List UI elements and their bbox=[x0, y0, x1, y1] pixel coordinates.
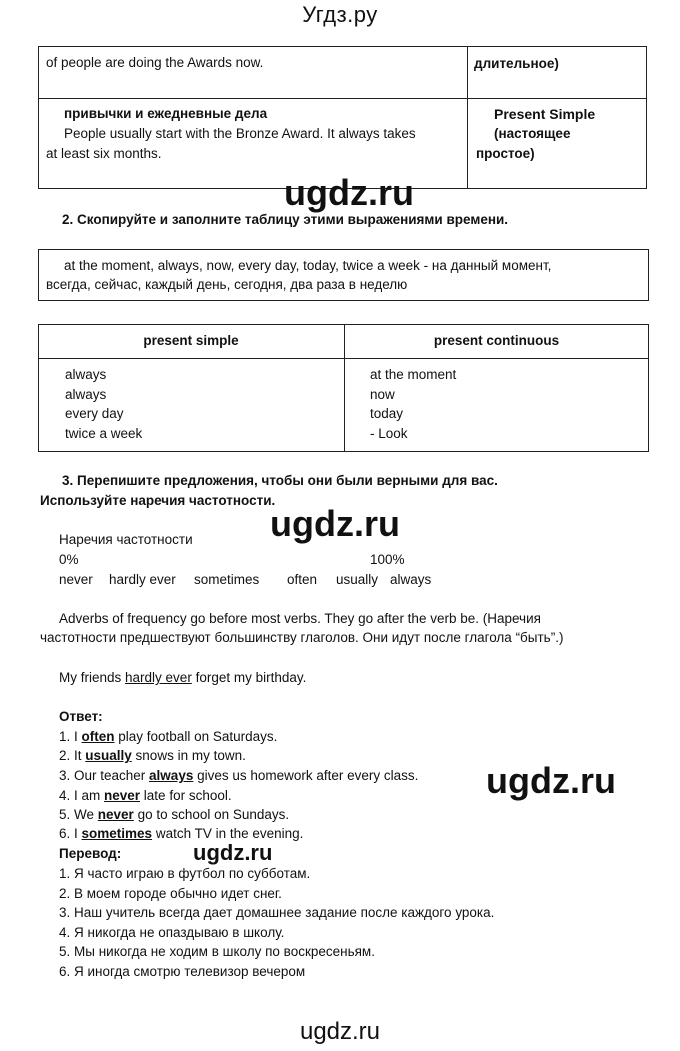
translation-line: 3. Наш учитель всегда дает домашнее задание после каждого урока. bbox=[59, 905, 495, 920]
answer-pre: 5. We bbox=[59, 807, 98, 822]
table-1-row2-right-2: (настоящее bbox=[494, 126, 571, 141]
answer-line bbox=[59, 788, 232, 803]
translation-line: 6. Я иногда смотрю телевизор вечером bbox=[59, 964, 306, 979]
task-3-title-2: Используйте наречия частотности. bbox=[40, 493, 276, 508]
scale-left: 0% bbox=[59, 552, 79, 567]
task-2-box-line-2: всегда, сейчас, каждый день, сегодня, два раза в неделю bbox=[46, 277, 408, 292]
table-cell-simple: always bbox=[65, 367, 107, 382]
rule-line-2: частотности предшествуют большинству глаголов. Они идут после глагола “быть”.) bbox=[40, 630, 564, 645]
answer-line bbox=[59, 729, 277, 744]
example-pre: My friends bbox=[59, 670, 126, 685]
watermark: ugdz.ru bbox=[284, 172, 414, 213]
adverb: sometimes bbox=[194, 572, 260, 587]
table-cell-simple: twice a week bbox=[65, 426, 143, 441]
table-1-row1-left: of people are doing the Awards now. bbox=[46, 55, 264, 70]
answer-post: snows in my town. bbox=[131, 748, 246, 763]
task-3-title-1: 3. Перепишите предложения, чтобы они были верными для вас. bbox=[62, 473, 498, 488]
adverb: always bbox=[390, 572, 432, 587]
answer-pre: 4. I am bbox=[59, 788, 105, 803]
answer-adverb: always bbox=[149, 768, 194, 783]
adverb: hardly ever bbox=[109, 572, 176, 587]
translation-label: Перевод: bbox=[59, 846, 122, 861]
answer-post: play football on Saturdays. bbox=[114, 729, 278, 744]
answer-adverb: never bbox=[104, 788, 141, 803]
table-header-present-simple: present simple bbox=[143, 333, 239, 348]
translation-line: 4. Я никогда не опаздываю в школу. bbox=[59, 925, 285, 940]
answer-line bbox=[59, 748, 246, 763]
answer-adverb: never bbox=[97, 807, 134, 822]
answer-adverb: sometimes bbox=[81, 826, 153, 841]
answer-post: watch TV in the evening. bbox=[152, 826, 304, 841]
watermark: ugdz.ru bbox=[270, 503, 400, 544]
answer-post: late for school. bbox=[140, 788, 232, 803]
answer-line bbox=[59, 807, 289, 822]
translation-line: 2. В моем городе обычно идет снег. bbox=[59, 886, 282, 901]
scale-right: 100% bbox=[370, 552, 405, 567]
task-2-title: 2. Скопируйте и заполните таблицу этими выражениями времени. bbox=[62, 212, 509, 227]
answer-line bbox=[59, 826, 303, 841]
table-cell-continuous: now bbox=[370, 387, 395, 402]
watermark: ugdz.ru bbox=[299, 1018, 381, 1045]
scale-label: Наречия частотности bbox=[59, 532, 193, 547]
table-1-row2-right-3: простое) bbox=[476, 146, 535, 161]
rule-line-1: Adverbs of frequency go before most verbs. They go after the verb be. (Наречия bbox=[59, 611, 541, 626]
table-1-row2-heading: привычки и ежедневные дела bbox=[64, 106, 268, 121]
answer-pre: 3. Our teacher bbox=[59, 768, 150, 783]
answer-line bbox=[59, 768, 418, 783]
table-cell-simple: always bbox=[65, 387, 107, 402]
table-cell-continuous: at the moment bbox=[370, 367, 457, 382]
answer-post: gives us homework after every class. bbox=[193, 768, 419, 783]
answer-label: Ответ: bbox=[59, 709, 103, 724]
table-1-row2-text-2: at least six months. bbox=[46, 146, 162, 161]
answer-adverb: often bbox=[81, 729, 115, 744]
table-1-row-divider bbox=[38, 98, 647, 99]
translation-line: 5. Мы никогда не ходим в школу по воскресеньям. bbox=[59, 944, 375, 959]
adverb: usually bbox=[336, 572, 379, 587]
watermark: ugdz.ru bbox=[193, 840, 273, 865]
table-cell-continuous: today bbox=[370, 406, 404, 421]
table-header-present-continuous: present continuous bbox=[433, 333, 560, 348]
table-cell-continuous: - Look bbox=[370, 426, 408, 441]
site-title: Угдз.ру bbox=[302, 2, 378, 27]
example-sentence bbox=[59, 670, 306, 685]
example-adverb: hardly ever bbox=[125, 670, 192, 685]
task-2-table-header-divider bbox=[38, 358, 649, 359]
table-1-divider bbox=[467, 46, 468, 189]
watermark: ugdz.ru bbox=[486, 760, 616, 801]
task-2-box-line-1: at the moment, always, now, every day, today, twice a week - на данный момент, bbox=[64, 258, 552, 273]
table-1-row2-right-1: Present Simple bbox=[494, 106, 596, 122]
adverb: never bbox=[59, 572, 93, 587]
answer-adverb: usually bbox=[85, 748, 132, 763]
answer-pre: 6. I bbox=[59, 826, 82, 841]
translation-line: 1. Я часто играю в футбол по субботам. bbox=[59, 866, 311, 881]
answer-post: go to school on Sundays. bbox=[133, 807, 290, 822]
adverb: often bbox=[287, 572, 318, 587]
table-cell-simple: every day bbox=[65, 406, 124, 421]
table-1-row2-text-1: People usually start with the Bronze Award. It always takes bbox=[64, 126, 416, 141]
example-post: forget my birthday. bbox=[191, 670, 307, 685]
task-2-expressions-box bbox=[38, 249, 649, 301]
answer-pre: 1. I bbox=[59, 729, 82, 744]
answer-pre: 2. It bbox=[59, 748, 86, 763]
table-1-row1-right: длительное) bbox=[474, 56, 559, 71]
